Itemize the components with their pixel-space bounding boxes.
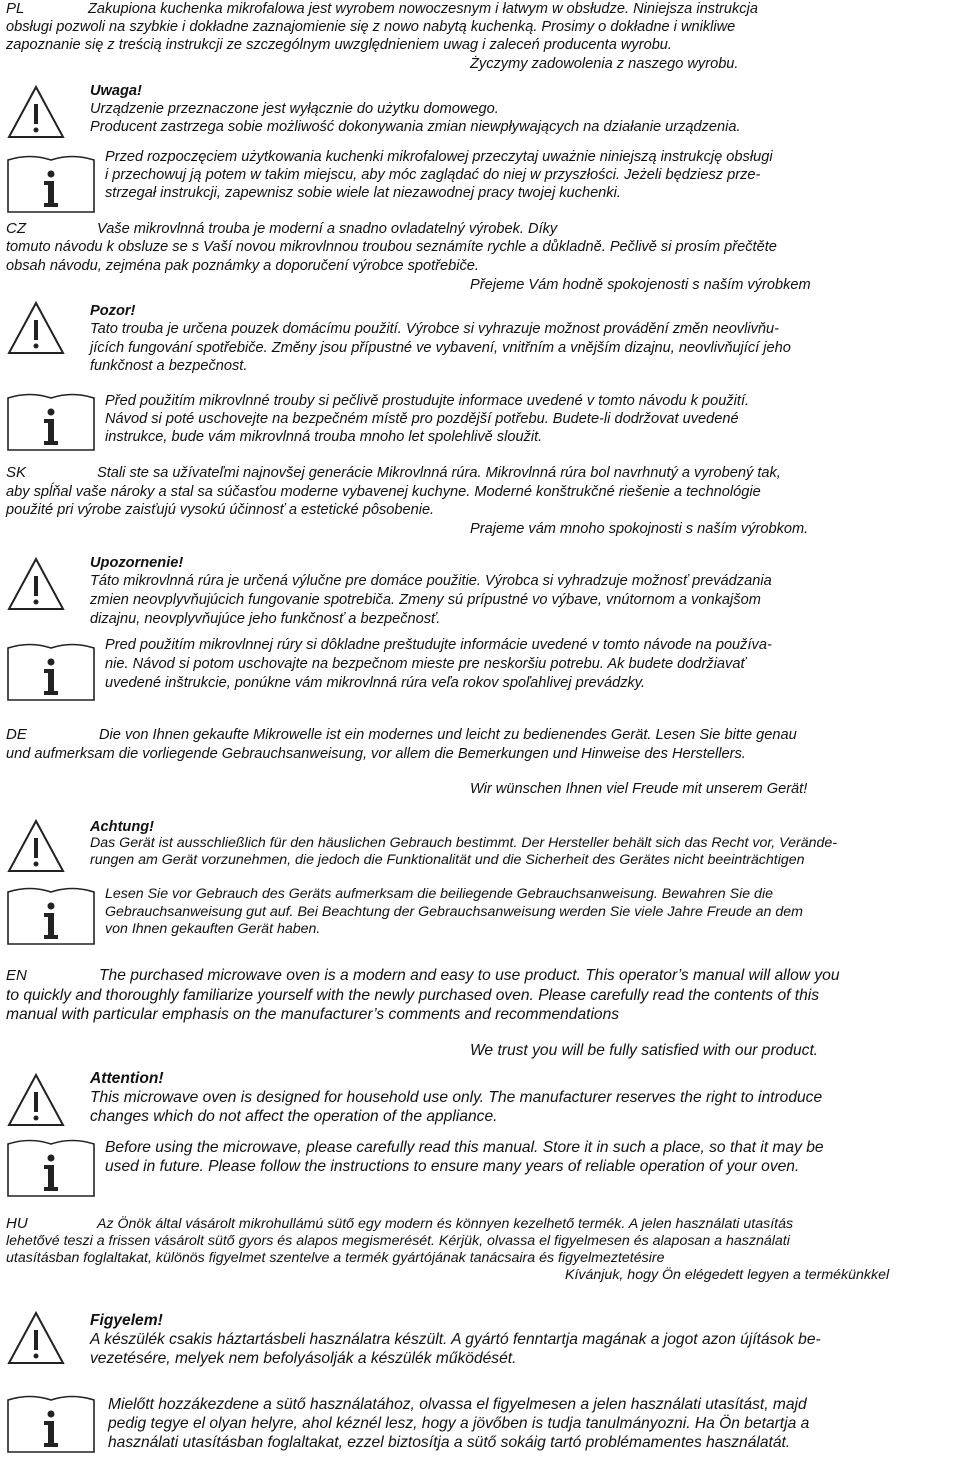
wish-line: Życzymy zadowolenia z naszego wyrobu. xyxy=(470,56,739,72)
info-line: instrukce, bude vám mikrovlnná trouba mnoho let spolehlivě sloužit. xyxy=(105,429,543,445)
intro-line: obsługi pozwoli na szybkie i dokładne zaznajomienie się z nowo nabytą kuchenką. Prosimy o dokładne i wnikliwe xyxy=(6,19,736,35)
warning-title: Attention! xyxy=(90,1070,164,1087)
language-label: CZ xyxy=(6,220,26,237)
info-line: Przed rozpoczęciem użytkowania kuchenki mikrofalowej przeczytaj uważnie niniejszą instrukcję obsługi xyxy=(105,149,773,165)
intro-line: und aufmerksam die vorliegende Gebrauchsanweisung, vor allem die Bemerkungen und Hinweise des Herstellers. xyxy=(6,746,746,762)
info-book-icon xyxy=(6,1136,96,1198)
info-line: uvedené inštrukcie, ponúkne vám mikrovlnná rúra veľa rokov spoľahlivej prevádzky. xyxy=(105,675,646,691)
intro-line: aby spĺňal vaše nároky a stal sa súčasťou moderne vybavenej kuchyne. Moderné konštrukčné riešenie a technológie xyxy=(6,484,761,500)
warning-triangle-icon xyxy=(6,556,66,612)
info-line: használati utasításban foglaltakat, ezzel biztosítja a sütő sokáig tartó problémamentes használatát. xyxy=(108,1434,791,1451)
language-label: HU xyxy=(6,1215,28,1232)
warning-line: jících fungování spotřebiče. Změny jsou přípustné ve vybavení, vnitřním a vnějším dizajnu, neovlivňující jeho xyxy=(90,340,791,356)
intro-line: použité pri výrobe zaisťujú vysokú účinnosť a estetické pôsobenie. xyxy=(6,502,435,518)
info-line: Before using the microwave, please carefully read this manual. Store it in such a place, so that it may be xyxy=(105,1139,824,1156)
intro-line: utasításban foglaltakat, különös figyelmet szentelve a termék gyártójának tanácsaira és figyelmeztetésire xyxy=(6,1250,665,1266)
info-book-icon xyxy=(6,640,96,702)
intro-line: obsah návodu, zejména pak poznámky a doporučení výrobce spotřebiče. xyxy=(6,258,479,274)
warning-line: Tato trouba je určena pouzek domácímu použití. Výrobce si vyhrazuje možnost provádění změn neovlivňu- xyxy=(90,321,779,337)
wish-line: Prajeme vám mnoho spokojnosti s naším výrobkom. xyxy=(470,521,809,537)
info-book-icon xyxy=(6,390,96,452)
warning-title: Pozor! xyxy=(90,303,136,319)
intro-line: to quickly and thoroughly familiarize yourself with the newly purchased oven. Please carefully read the contents of this xyxy=(6,987,820,1004)
intro-line: Az Önök által vásárolt mikrohullámú sütő egy modern és könnyen kezelhető termék. A jelen használati utasítás xyxy=(97,1216,794,1232)
language-label: SK xyxy=(6,464,27,481)
warning-line: Producent zastrzega sobie możliwość dokonywania zmian niewpływających na działanie urządzenia. xyxy=(90,119,741,135)
info-line: Pred použitím mikrovlnnej rúry si dôkladne preštudujte informácie uvedené v tomto návode na používa- xyxy=(105,637,772,653)
info-line: Gebrauchsanweisung gut auf. Bei Beachtung der Gebrauchsanweisung werden Sie viele Jahre Freude an dem xyxy=(105,904,803,920)
info-line: Před použitím mikrovlnné trouby si pečlivě prostudujte informace uvedené v tomto návodu k použití. xyxy=(105,393,750,409)
intro-line: Vaše mikrovlnná trouba je moderní a snadno ovladatelný výrobek. Díky xyxy=(97,221,558,237)
info-line: i przechowuj ją potem w takim miejscu, aby móc zaglądać do niej w przyszłości. Jeżeli będziesz prze- xyxy=(105,167,761,183)
info-book-icon xyxy=(6,884,96,946)
info-book-icon xyxy=(6,1392,96,1454)
warning-line: dizajnu, neovplyvňujúce jeho funkčnosť a bezpečnosť. xyxy=(90,611,441,627)
warning-title: Upozornenie! xyxy=(90,555,184,571)
language-label: EN xyxy=(6,967,27,984)
wish-line: We trust you will be fully satisfied with our product. xyxy=(470,1042,819,1059)
intro-line: Stali ste sa užívateľmi najnovšej generácie Mikrovlnná rúra. Mikrovlnná rúra bol navrhnutý a vyrobený tak, xyxy=(97,465,781,481)
wish-line: Přejeme Vám hodně spokojenosti s naším výrobkem xyxy=(470,277,811,293)
warning-line: This microwave oven is designed for household use only. The manufacturer reserves the right to introduce xyxy=(90,1089,823,1106)
info-line: strzegał instrukcji, zapewnisz sobie wiele lat niezawodnej pracy twojej kuchenki. xyxy=(105,185,621,201)
wish-line: Wir wünschen Ihnen viel Freude mit unserem Gerät! xyxy=(470,781,808,797)
warning-title: Achtung! xyxy=(90,819,155,835)
warning-triangle-icon xyxy=(6,1072,66,1128)
info-line: nie. Návod si potom uschovajte na bezpečnom mieste pre neskoršiu potrebu. Ak budete dodržiavať xyxy=(105,656,746,672)
wish-line: Kívánjuk, hogy Ön elégedett legyen a termékünkkel xyxy=(565,1267,890,1283)
warning-line: vezetésére, melyek nem befolyásolják a készülék működését. xyxy=(90,1350,517,1367)
warning-triangle-icon xyxy=(6,300,66,356)
intro-line: Die von Ihnen gekaufte Mikrowelle ist ein modernes und leicht zu bedienendes Gerät. Lesen Sie bitte genau xyxy=(99,727,797,743)
warning-line: funkčnost a bezpečnost. xyxy=(90,358,248,374)
info-line: von Ihnen gekauften Gerät haben. xyxy=(105,921,321,937)
language-label: DE xyxy=(6,726,27,743)
warning-line: Das Gerät ist ausschließlich für den häuslichen Gebrauch bestimmt. Der Hersteller behält sich das Recht vor, Verände- xyxy=(90,835,838,851)
warning-line: A készülék csakis háztartásbeli használatra készült. A gyártó fenntartja magának a jogot azon újítások be- xyxy=(90,1331,821,1348)
warning-line: Urządzenie przeznaczone jest wyłącznie do użytku domowego. xyxy=(90,101,499,117)
warning-triangle-icon xyxy=(6,1310,66,1366)
info-line: Mielőtt hozzákezdene a sütő használatához, olvassa el figyelmesen a jelen használati utasítást, majd xyxy=(108,1396,807,1413)
warning-line: zmien neovplyvňujúcich fungovanie spotrebiča. Zmeny sú prípustné vo výbave, vnútornom a vonkajšom xyxy=(90,592,761,608)
intro-line: Zakupiona kuchenka mikrofalowa jest wyrobem nowoczesnym i łatwym w obsłudze. Niniejsza instrukcja xyxy=(88,1,758,17)
intro-line: tomuto návodu k obsluze se s Vaší novou mikrovlnnou troubou seznámíte rychle a důkladně. Pečlivě si prosím přečtěte xyxy=(6,239,777,255)
intro-line: The purchased microwave oven is a modern and easy to use product. This operator’s manual will allow you xyxy=(99,967,840,984)
info-line: Lesen Sie vor Gebrauch des Geräts aufmerksam die beiliegende Gebrauchsanweisung. Bewahren Sie die xyxy=(105,886,773,902)
intro-line: lehetővé teszi a frissen vásárolt sütő gyors és alapos megismerését. Kérjük, olvassa el figyelmesen és alaposan a használati xyxy=(6,1233,790,1249)
warning-title: Uwaga! xyxy=(90,83,142,99)
warning-triangle-icon xyxy=(6,818,66,874)
info-line: pedig tegye el olyan helyre, ahol kéznél lesz, hogy a jövőben is tudja tanulmányozni. Ha Ön betartja a xyxy=(108,1415,810,1432)
warning-title: Figyelem! xyxy=(90,1312,163,1329)
info-line: used in future. Please follow the instructions to ensure many years of reliable operation of your oven. xyxy=(105,1158,800,1175)
warning-line: rungen am Gerät vorzunehmen, die jedoch die Funktionalität und die Sicherheit des Gerätes nicht beeinträchtigen xyxy=(90,852,805,868)
warning-line: Táto mikrovlnná rúra je určená výlučne pre domáce použitie. Výrobca si vyhradzuje možnosť prevádzania xyxy=(90,573,772,589)
info-book-icon xyxy=(6,152,96,214)
warning-triangle-icon xyxy=(6,84,66,140)
warning-line: changes which do not affect the operation of the appliance. xyxy=(90,1108,498,1125)
intro-line: manual with particular emphasis on the manufacturer’s comments and recommendations xyxy=(6,1006,620,1023)
intro-line: zapoznanie się z treścią instrukcji ze szczególnym uwzględnieniem uwag i zaleceń producenta wyrobu. xyxy=(6,37,672,53)
language-label: PL xyxy=(6,0,25,17)
info-line: Návod si poté uschovejte na bezpečném místě pro pozdější potřebu. Budete-li dodržovat uvedené xyxy=(105,411,739,427)
